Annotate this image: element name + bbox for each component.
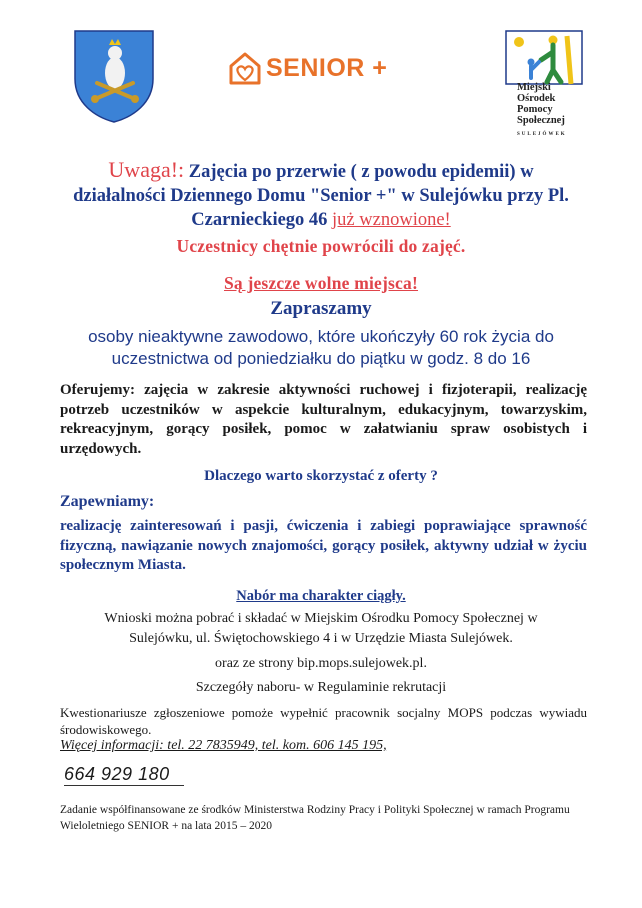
participants-text: Uczestnicy chętnie powrócili do zajęć. [176, 236, 466, 256]
house-heart-icon [228, 50, 262, 86]
why-heading: Dlaczego warto skorzystać z oferty ? [204, 468, 438, 484]
details-text: Szczegóły naboru- w Regulaminie rekrutacji [195, 680, 447, 695]
headline-resumed: już wznowione! [332, 210, 451, 230]
senior-logo-text: SENIOR + [266, 53, 388, 82]
applications-text [0, 609, 642, 649]
headline-text: Zajęcia po przerwie ( z powodu epidemii) w działalności Dziennego Domu "Senior +" w Sulejówku przy Pl. Czarnieckiego 46 [73, 162, 569, 230]
website-text: oraz ze strony bip.mops.sulejowek.pl. [215, 656, 427, 671]
senior-plus-logo [228, 48, 387, 88]
mops-city: SULEJÓWEK [517, 132, 567, 137]
mops-logo [505, 30, 583, 135]
headline [0, 158, 642, 232]
applications-line-1: Wnioski można pobrać i składać w Miejskim Ośrodku Pomocy Społecznej w [104, 611, 538, 626]
recruitment-note: Nabór ma charakter ciągły. [236, 588, 406, 604]
ensure-paragraph: realizację zainteresowań i pasji, ćwiczenia i zabiegi poprawiające sprawność fizyczną, nawiązanie nowych znajomości, gorący posiłek, aktywny udział w życiu społecznym Miasta. [60, 518, 587, 573]
mops-line-1: Miejski [517, 82, 551, 93]
mops-line-3: Pomocy [517, 104, 553, 115]
target-persons-text [0, 326, 642, 370]
mops-line-2: Ośrodek [517, 93, 556, 104]
ensure-heading: Zapewniamy: [60, 493, 155, 510]
applications-line-2: Sulejówku, ul. Świętochowskiego 4 i w Urzędzie Miasta Sulejówek. [129, 631, 513, 646]
offer-paragraph: Oferujemy: zajęcia w zakresie aktywności ruchowej i fizjoterapii, realizację potrzeb uczestników w aspekcie kulturalnym, edukacyjnym, towarzyskim, rekreacyjnym, gorący posiłek, pomoc w załatwianiu spraw osobistych i urzędowych. [60, 382, 587, 457]
coat-of-arms-icon [73, 27, 155, 123]
persons-line-1: osoby nieaktywne zawodowo, które ukończyły 60 rok życia do [88, 327, 554, 346]
funding-footer: Zadanie współfinansowane ze środków Ministerstwa Rodziny Pracy i Polityki Społecznej w ramach Programu Wieloletniego SENIOR + na lata 2015 – 2020 [60, 804, 570, 832]
mops-name [517, 82, 583, 140]
phone-number: 664 929 180 [64, 764, 184, 786]
persons-line-2: uczestnictwa od poniedziałku do piątku w godz. 8 do 16 [111, 349, 531, 368]
contact-info: Więcej informacji: tel. 22 7835949, tel. kom. 606 145 195, [60, 738, 387, 753]
invite-heading: Zapraszamy [270, 298, 372, 319]
free-places-text: Są jeszcze wolne miejsca! [223, 273, 419, 293]
headline-uwaga: Uwaga!: [108, 157, 185, 182]
survey-paragraph: Kwestionariusze zgłoszeniowe pomoże wypełnić pracownik socjalny MOPS podczas wywiadu środowiskowego. [60, 705, 587, 737]
people-icon [505, 30, 583, 85]
mops-line-4: Społecznej [517, 115, 565, 126]
